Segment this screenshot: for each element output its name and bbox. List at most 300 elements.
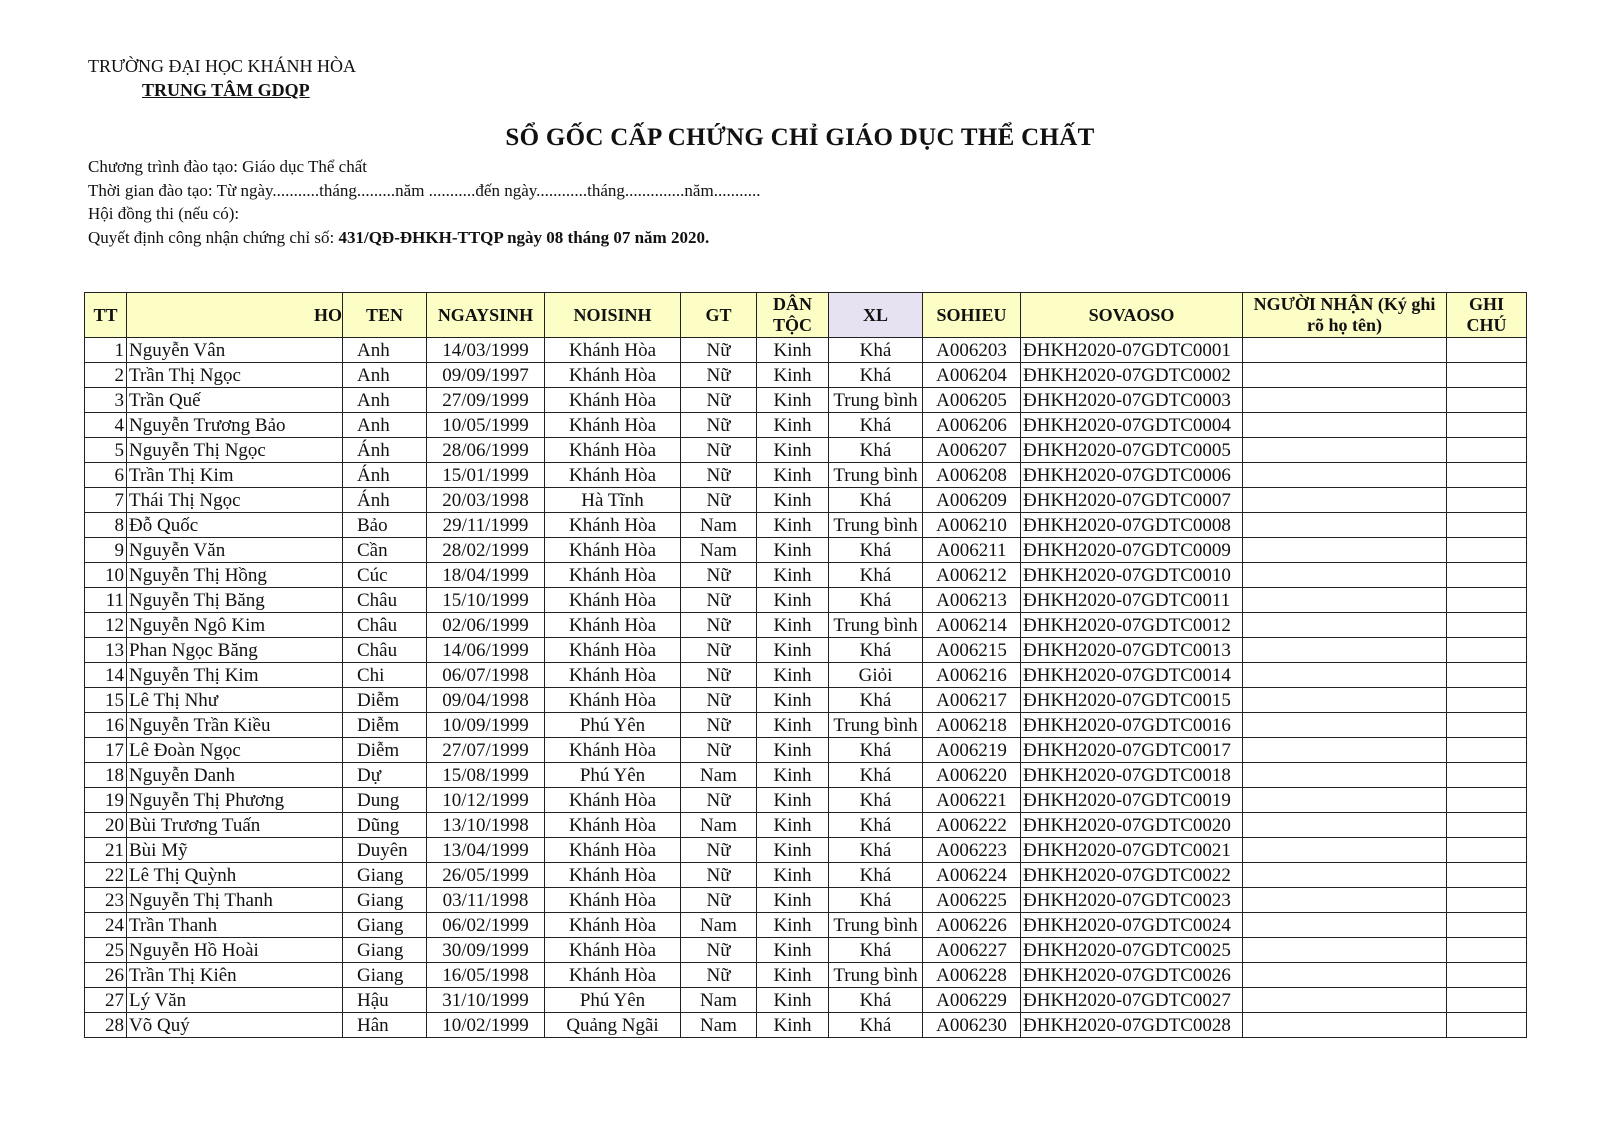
cell-ho: Trần Thị Kiên [127, 963, 343, 988]
cell-xl: Khá [829, 738, 923, 763]
cell-nguoinhan [1243, 463, 1447, 488]
cell-dantoc: Kinh [757, 363, 829, 388]
cell-xl: Trung bình [829, 963, 923, 988]
cell-tt: 15 [85, 688, 127, 713]
cell-ten: Ánh [343, 488, 427, 513]
table-row [85, 513, 1527, 538]
cell-nguoinhan [1243, 963, 1447, 988]
cell-ten: Anh [343, 338, 427, 363]
cell-gt: Nữ [681, 388, 757, 413]
school-name: TRƯỜNG ĐẠI HỌC KHÁNH HÒA [88, 56, 356, 76]
cell-tt: 2 [85, 363, 127, 388]
cell-sovaoso: ĐHKH2020-07GDTC0024 [1021, 913, 1243, 938]
cell-ho: Trần Thị Kim [127, 463, 343, 488]
cell-noisinh: Khánh Hòa [545, 513, 681, 538]
cell-ngaysinh: 06/07/1998 [427, 663, 545, 688]
cell-gt: Nam [681, 1013, 757, 1038]
cell-ten: Anh [343, 388, 427, 413]
cell-nguoinhan [1243, 1013, 1447, 1038]
cell-noisinh: Khánh Hòa [545, 438, 681, 463]
cell-noisinh: Khánh Hòa [545, 413, 681, 438]
table-row [85, 363, 1527, 388]
cell-ten: Bảo [343, 513, 427, 538]
header-ten: TEN [343, 293, 427, 338]
table-row [85, 413, 1527, 438]
cell-ghichu [1447, 788, 1527, 813]
cell-ho: Nguyễn Thị Hồng [127, 563, 343, 588]
header-sovaoso: SOVAOSO [1021, 293, 1243, 338]
table-row [85, 588, 1527, 613]
cell-ngaysinh: 06/02/1999 [427, 913, 545, 938]
cell-xl: Khá [829, 938, 923, 963]
program-line: Chương trình đào tạo: Giáo dục Thể chất [88, 157, 367, 176]
cell-xl: Trung bình [829, 613, 923, 638]
cell-sovaoso: ĐHKH2020-07GDTC0015 [1021, 688, 1243, 713]
cell-ngaysinh: 18/04/1999 [427, 563, 545, 588]
cell-sohieu: A006219 [923, 738, 1021, 763]
table-row [85, 738, 1527, 763]
table-row [85, 913, 1527, 938]
cell-sohieu: A006208 [923, 463, 1021, 488]
cell-ngaysinh: 15/08/1999 [427, 763, 545, 788]
cell-noisinh: Khánh Hòa [545, 538, 681, 563]
cell-nguoinhan [1243, 913, 1447, 938]
cell-tt: 17 [85, 738, 127, 763]
cell-gt: Nữ [681, 863, 757, 888]
table-row [85, 888, 1527, 913]
cell-gt: Nữ [681, 438, 757, 463]
cell-tt: 6 [85, 463, 127, 488]
cell-ghichu [1447, 938, 1527, 963]
cell-tt: 28 [85, 1013, 127, 1038]
cell-tt: 5 [85, 438, 127, 463]
cell-nguoinhan [1243, 363, 1447, 388]
cell-ghichu [1447, 538, 1527, 563]
cell-sovaoso: ĐHKH2020-07GDTC0010 [1021, 563, 1243, 588]
cell-ngaysinh: 27/07/1999 [427, 738, 545, 763]
cell-ho: Nguyễn Trương Bảo [127, 413, 343, 438]
cell-nguoinhan [1243, 688, 1447, 713]
cell-tt: 8 [85, 513, 127, 538]
cell-xl: Trung bình [829, 713, 923, 738]
table-row [85, 988, 1527, 1013]
cell-noisinh: Khánh Hòa [545, 338, 681, 363]
cell-nguoinhan [1243, 488, 1447, 513]
cell-ghichu [1447, 613, 1527, 638]
cell-dantoc: Kinh [757, 688, 829, 713]
cell-dantoc: Kinh [757, 463, 829, 488]
cell-xl: Trung bình [829, 513, 923, 538]
cell-xl: Khá [829, 338, 923, 363]
cell-ten: Châu [343, 613, 427, 638]
cell-gt: Nam [681, 538, 757, 563]
cell-ghichu [1447, 888, 1527, 913]
cell-nguoinhan [1243, 763, 1447, 788]
cell-sovaoso: ĐHKH2020-07GDTC0026 [1021, 963, 1243, 988]
cell-dantoc: Kinh [757, 663, 829, 688]
cell-dantoc: Kinh [757, 813, 829, 838]
header-gt: GT [681, 293, 757, 338]
cell-noisinh: Khánh Hòa [545, 838, 681, 863]
cell-xl: Khá [829, 363, 923, 388]
table-row [85, 613, 1527, 638]
cell-ghichu [1447, 363, 1527, 388]
cell-gt: Nữ [681, 638, 757, 663]
cell-gt: Nữ [681, 363, 757, 388]
cell-sohieu: A006209 [923, 488, 1021, 513]
cell-xl: Khá [829, 563, 923, 588]
cell-noisinh: Khánh Hòa [545, 563, 681, 588]
cell-dantoc: Kinh [757, 638, 829, 663]
cell-sovaoso: ĐHKH2020-07GDTC0001 [1021, 338, 1243, 363]
cell-ho: Bùi Mỹ [127, 838, 343, 863]
table-body [85, 338, 1527, 1038]
cell-sohieu: A006223 [923, 838, 1021, 863]
cell-sovaoso: ĐHKH2020-07GDTC0028 [1021, 1013, 1243, 1038]
cell-ngaysinh: 16/05/1998 [427, 963, 545, 988]
header-ghichu: GHI CHÚ [1447, 293, 1527, 338]
cell-ho: Nguyễn Vân [127, 338, 343, 363]
cell-ngaysinh: 09/09/1997 [427, 363, 545, 388]
cell-sovaoso: ĐHKH2020-07GDTC0009 [1021, 538, 1243, 563]
cell-tt: 25 [85, 938, 127, 963]
cell-tt: 21 [85, 838, 127, 863]
cell-xl: Khá [829, 763, 923, 788]
decision-prefix: Quyết định công nhận chứng chỉ số: [88, 227, 339, 247]
cell-noisinh: Khánh Hòa [545, 463, 681, 488]
cell-nguoinhan [1243, 413, 1447, 438]
table-row [85, 938, 1527, 963]
cell-ngaysinh: 28/06/1999 [427, 438, 545, 463]
cell-noisinh: Khánh Hòa [545, 963, 681, 988]
cell-ten: Chi [343, 663, 427, 688]
cell-noisinh: Khánh Hòa [545, 388, 681, 413]
cell-sovaoso: ĐHKH2020-07GDTC0027 [1021, 988, 1243, 1013]
cell-ghichu [1447, 563, 1527, 588]
cell-ten: Giang [343, 888, 427, 913]
cell-gt: Nữ [681, 663, 757, 688]
cell-gt: Nữ [681, 688, 757, 713]
cell-ngaysinh: 28/02/1999 [427, 538, 545, 563]
cell-tt: 13 [85, 638, 127, 663]
table-row [85, 563, 1527, 588]
table-row [85, 1013, 1527, 1038]
cell-nguoinhan [1243, 388, 1447, 413]
cell-tt: 22 [85, 863, 127, 888]
cell-ghichu [1447, 438, 1527, 463]
cell-xl: Khá [829, 863, 923, 888]
cell-dantoc: Kinh [757, 788, 829, 813]
cell-ten: Hân [343, 1013, 427, 1038]
cell-ho: Võ Quý [127, 1013, 343, 1038]
cell-noisinh: Khánh Hòa [545, 813, 681, 838]
page-title: SỔ GỐC CẤP CHỨNG CHỈ GIÁO DỤC THỂ CHẤT [505, 124, 1095, 151]
cell-ten: Dũng [343, 813, 427, 838]
cell-xl: Trung bình [829, 463, 923, 488]
cell-gt: Nữ [681, 938, 757, 963]
header-xl: XL [829, 293, 923, 338]
cell-ghichu [1447, 638, 1527, 663]
cell-dantoc: Kinh [757, 863, 829, 888]
cell-tt: 3 [85, 388, 127, 413]
cell-xl: Khá [829, 1013, 923, 1038]
cell-tt: 10 [85, 563, 127, 588]
cell-gt: Nam [681, 513, 757, 538]
cell-ngaysinh: 09/04/1998 [427, 688, 545, 713]
table-row [85, 713, 1527, 738]
cell-sovaoso: ĐHKH2020-07GDTC0002 [1021, 363, 1243, 388]
cell-nguoinhan [1243, 788, 1447, 813]
council-line: Hội đồng thi (nếu có): [88, 204, 240, 223]
cell-nguoinhan [1243, 563, 1447, 588]
cell-ten: Ánh [343, 438, 427, 463]
decision-value: 431/QĐ-ĐHKH-TTQP ngày 08 tháng 07 năm 2020. [338, 227, 710, 247]
cell-ghichu [1447, 988, 1527, 1013]
cell-noisinh: Khánh Hòa [545, 738, 681, 763]
cell-ten: Giang [343, 913, 427, 938]
table-row [85, 638, 1527, 663]
cell-ghichu [1447, 963, 1527, 988]
cell-sohieu: A006212 [923, 563, 1021, 588]
cell-ho: Nguyễn Hồ Hoài [127, 938, 343, 963]
cell-nguoinhan [1243, 938, 1447, 963]
cell-tt: 23 [85, 888, 127, 913]
cell-ngaysinh: 15/01/1999 [427, 463, 545, 488]
cell-noisinh: Khánh Hòa [545, 663, 681, 688]
cell-tt: 12 [85, 613, 127, 638]
cell-ghichu [1447, 463, 1527, 488]
cell-tt: 16 [85, 713, 127, 738]
cell-ngaysinh: 26/05/1999 [427, 863, 545, 888]
table-row [85, 963, 1527, 988]
cell-ngaysinh: 10/12/1999 [427, 788, 545, 813]
cell-nguoinhan [1243, 638, 1447, 663]
info-block [88, 155, 760, 249]
cell-ghichu [1447, 713, 1527, 738]
cell-ho: Nguyễn Danh [127, 763, 343, 788]
cell-ho: Trần Quế [127, 388, 343, 413]
table-row [85, 488, 1527, 513]
cell-dantoc: Kinh [757, 538, 829, 563]
cell-sohieu: A006205 [923, 388, 1021, 413]
table-row [85, 788, 1527, 813]
cell-ghichu [1447, 813, 1527, 838]
cell-gt: Nam [681, 813, 757, 838]
cell-sovaoso: ĐHKH2020-07GDTC0018 [1021, 763, 1243, 788]
cell-sohieu: A006211 [923, 538, 1021, 563]
cell-sohieu: A006220 [923, 763, 1021, 788]
cell-ghichu [1447, 663, 1527, 688]
table-row [85, 688, 1527, 713]
cell-ten: Duyên [343, 838, 427, 863]
cell-ten: Giang [343, 963, 427, 988]
cell-tt: 20 [85, 813, 127, 838]
cell-ten: Cúc [343, 563, 427, 588]
cell-xl: Khá [829, 488, 923, 513]
cell-ngaysinh: 10/02/1999 [427, 1013, 545, 1038]
cell-sohieu: A006204 [923, 363, 1021, 388]
header-tt: TT [85, 293, 127, 338]
cell-sovaoso: ĐHKH2020-07GDTC0005 [1021, 438, 1243, 463]
cell-gt: Nữ [681, 888, 757, 913]
cell-sohieu: A006216 [923, 663, 1021, 688]
cell-gt: Nữ [681, 963, 757, 988]
cell-ho: Đỗ Quốc [127, 513, 343, 538]
cell-tt: 26 [85, 963, 127, 988]
cell-sovaoso: ĐHKH2020-07GDTC0014 [1021, 663, 1243, 688]
cell-gt: Nữ [681, 413, 757, 438]
cell-sovaoso: ĐHKH2020-07GDTC0021 [1021, 838, 1243, 863]
cell-sohieu: A006206 [923, 413, 1021, 438]
cell-ghichu [1447, 338, 1527, 363]
certificate-table [84, 292, 1527, 1038]
cell-xl: Khá [829, 688, 923, 713]
cell-ten: Châu [343, 588, 427, 613]
cell-dantoc: Kinh [757, 838, 829, 863]
cell-dantoc: Kinh [757, 913, 829, 938]
cell-ten: Giang [343, 863, 427, 888]
cell-noisinh: Khánh Hòa [545, 638, 681, 663]
cell-nguoinhan [1243, 513, 1447, 538]
cell-ngaysinh: 15/10/1999 [427, 588, 545, 613]
cell-tt: 1 [85, 338, 127, 363]
cell-sohieu: A006217 [923, 688, 1021, 713]
cell-xl: Trung bình [829, 913, 923, 938]
cell-ten: Dự [343, 763, 427, 788]
cell-ngaysinh: 02/06/1999 [427, 613, 545, 638]
cell-ngaysinh: 27/09/1999 [427, 388, 545, 413]
cell-ngaysinh: 03/11/1998 [427, 888, 545, 913]
cell-sohieu: A006203 [923, 338, 1021, 363]
cell-dantoc: Kinh [757, 513, 829, 538]
header-noisinh: NOISINH [545, 293, 681, 338]
table-row [85, 338, 1527, 363]
cell-noisinh: Khánh Hòa [545, 363, 681, 388]
cell-noisinh: Phú Yên [545, 713, 681, 738]
cell-ho: Phan Ngọc Băng [127, 638, 343, 663]
org-header [88, 56, 356, 101]
cell-sovaoso: ĐHKH2020-07GDTC0025 [1021, 938, 1243, 963]
cell-tt: 9 [85, 538, 127, 563]
cell-ho: Nguyễn Thị Thanh [127, 888, 343, 913]
cell-ngaysinh: 30/09/1999 [427, 938, 545, 963]
cell-noisinh: Phú Yên [545, 988, 681, 1013]
cell-sovaoso: ĐHKH2020-07GDTC0019 [1021, 788, 1243, 813]
cell-sohieu: A006213 [923, 588, 1021, 613]
cell-tt: 11 [85, 588, 127, 613]
period-line: Thời gian đào tạo: Từ ngày...........tháng.........năm ...........đến ngày............tháng..............năm........... [88, 180, 761, 200]
cell-nguoinhan [1243, 538, 1447, 563]
cell-xl: Khá [829, 988, 923, 1013]
cell-ghichu [1447, 413, 1527, 438]
cell-xl: Khá [829, 438, 923, 463]
cell-tt: 14 [85, 663, 127, 688]
cell-sohieu: A006207 [923, 438, 1021, 463]
cell-ten: Giang [343, 938, 427, 963]
cell-sohieu: A006222 [923, 813, 1021, 838]
cell-ghichu [1447, 488, 1527, 513]
cell-noisinh: Khánh Hòa [545, 888, 681, 913]
cell-dantoc: Kinh [757, 938, 829, 963]
cell-dantoc: Kinh [757, 413, 829, 438]
cell-ten: Anh [343, 413, 427, 438]
cell-tt: 18 [85, 763, 127, 788]
cell-xl: Giỏi [829, 663, 923, 688]
cell-sohieu: A006215 [923, 638, 1021, 663]
cell-sovaoso: ĐHKH2020-07GDTC0022 [1021, 863, 1243, 888]
table-row [85, 813, 1527, 838]
table-row [85, 763, 1527, 788]
cell-ten: Cần [343, 538, 427, 563]
cell-nguoinhan [1243, 588, 1447, 613]
cell-sovaoso: ĐHKH2020-07GDTC0004 [1021, 413, 1243, 438]
cell-ghichu [1447, 863, 1527, 888]
decision-line [88, 226, 760, 250]
cell-gt: Nữ [681, 838, 757, 863]
table-row [85, 863, 1527, 888]
cell-nguoinhan [1243, 438, 1447, 463]
cell-noisinh: Khánh Hòa [545, 688, 681, 713]
cell-sohieu: A006224 [923, 863, 1021, 888]
cell-ho: Thái Thị Ngọc [127, 488, 343, 513]
header-dantoc: DÂN TỘC [757, 293, 829, 338]
cell-noisinh: Khánh Hòa [545, 938, 681, 963]
cell-xl: Khá [829, 638, 923, 663]
cell-ghichu [1447, 838, 1527, 863]
cell-sohieu: A006225 [923, 888, 1021, 913]
cell-sohieu: A006210 [923, 513, 1021, 538]
cell-gt: Nữ [681, 338, 757, 363]
cell-tt: 7 [85, 488, 127, 513]
cell-sovaoso: ĐHKH2020-07GDTC0007 [1021, 488, 1243, 513]
cell-noisinh: Phú Yên [545, 763, 681, 788]
cell-gt: Nữ [681, 463, 757, 488]
cell-xl: Khá [829, 413, 923, 438]
cell-dantoc: Kinh [757, 888, 829, 913]
cell-dantoc: Kinh [757, 613, 829, 638]
cell-sovaoso: ĐHKH2020-07GDTC0020 [1021, 813, 1243, 838]
cell-tt: 4 [85, 413, 127, 438]
table-row [85, 438, 1527, 463]
header-ngaysinh: NGAYSINH [427, 293, 545, 338]
cell-ho: Lý Văn [127, 988, 343, 1013]
cell-ho: Nguyễn Ngô Kim [127, 613, 343, 638]
cell-ten: Diễm [343, 713, 427, 738]
cell-sohieu: A006227 [923, 938, 1021, 963]
cell-sovaoso: ĐHKH2020-07GDTC0003 [1021, 388, 1243, 413]
cell-ho: Nguyễn Thị Phương [127, 788, 343, 813]
cell-nguoinhan [1243, 613, 1447, 638]
cell-noisinh: Khánh Hòa [545, 863, 681, 888]
cell-sohieu: A006218 [923, 713, 1021, 738]
cell-tt: 27 [85, 988, 127, 1013]
cell-dantoc: Kinh [757, 388, 829, 413]
table-header-row [85, 293, 1527, 338]
cell-ho: Nguyễn Văn [127, 538, 343, 563]
cell-ten: Diễm [343, 688, 427, 713]
table-row [85, 463, 1527, 488]
cell-ten: Anh [343, 363, 427, 388]
cell-ho: Nguyễn Thị Băng [127, 588, 343, 613]
cell-sohieu: A006221 [923, 788, 1021, 813]
cell-noisinh: Khánh Hòa [545, 788, 681, 813]
cell-nguoinhan [1243, 738, 1447, 763]
cell-ngaysinh: 29/11/1999 [427, 513, 545, 538]
cell-gt: Nam [681, 763, 757, 788]
cell-ho: Lê Thị Quỳnh [127, 863, 343, 888]
cell-ho: Nguyễn Thị Kim [127, 663, 343, 688]
cell-dantoc: Kinh [757, 338, 829, 363]
